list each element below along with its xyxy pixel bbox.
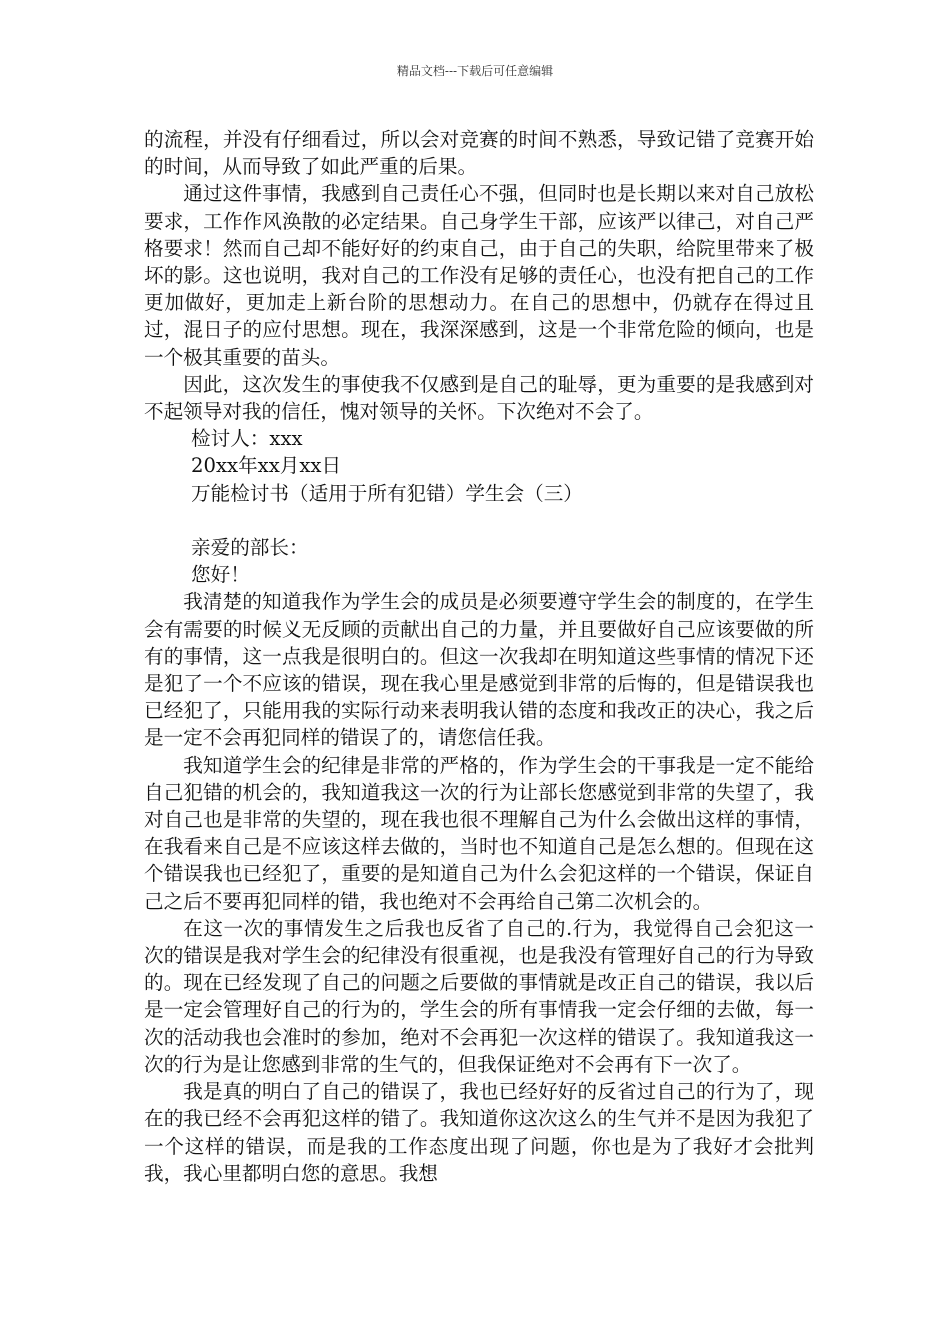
- letter-paragraph-2: 我知道学生会的纪律是非常的严格的，作为学生会的干事我是一定不能给自己犯错的机会的，我知道我这一次的行为让部长您感觉到非常的失望了，我对自己也是非常的失望的，现在我也很不理解自己为什么会做出这样的事情，在我看来自己是不应该这样去做的，当时也不知道自己是怎么想的。但现在这个错误我也已经犯了，重要的是知道自己为什么会犯这样的一个错误，保证自己之后不要再犯同样的错，我也绝对不会再给自己第二次机会的。: [144, 753, 814, 913]
- signature-date: 20xx年xx月xx日: [191, 454, 342, 478]
- document-body: [144, 126, 814, 1187]
- letter-paragraph-1: 我清楚的知道我作为学生会的成员是必须要遵守学生会的制度的，在学生会有需要的时候义无反顾的贡献出自己的力量，并且要做好自己应该要做的所有的事情，这一点我是很明白的。但这一次我却在明知道这些事情的情况下还是犯了一个不应该的错误，现在我心里是感觉到非常的后悔的，但是错误我也已经犯了，只能用我的实际行动来表明我认错的态度和我改正的决心，我之后是一定不会再犯同样的错误了的，请您信任我。: [144, 590, 814, 750]
- letter-paragraph-4: 我是真的明白了自己的错误了，我也已经好好的反省过自己的行为了，现在的我已经不会再犯这样的错了。我知道你这次这么的生气并不是因为我犯了一个这样的错误，而是我的工作态度出现了问题，你也是为了我好才会批判我，我心里都明白您的意思。我想: [144, 1080, 814, 1185]
- paragraph-reflection: 通过这件事情，我感到自己责任心不强，但同时也是长期以来对自己放松要求，工作作风涣散的必定结果。自己身学生干部，应该严以律己，对自己严格要求！然而自己却不能好好的约束自己，由于自己的失职，给院里带来了极坏的影。这也说明，我对自己的工作没有足够的责任心，也没有把自己的工作更加做好，更加走上新台阶的思想动力。在自己的思想中，仍就存在得过且过，混日子的应付思想。现在，我深深感到，这是一个非常危险的倾向，也是一个极其重要的苗头。: [144, 182, 814, 369]
- paragraph-continuation: 的流程，并没有仔细看过，所以会对竞赛的时间不熟悉，导致记错了竞赛开始的时间，从而导致了如此严重的后果。: [144, 128, 814, 179]
- reviewer-signature: 检讨人：xxx: [191, 427, 303, 451]
- letter-paragraph-3: 在这一次的事情发生之后我也反省了自己的.行为，我觉得自己会犯这一次的错误是我对学生会的纪律没有很重视，也是我没有管理好自己的行为导致的。现在已经发现了自己的问题之后要做的事情就是改正自己的错误，我以后是一定会管理好自己的行为的，学生会的所有事情我一定会仔细的去做，每一次的活动我也会准时的参加，绝对不会再犯一次这样的错误了。我知道我这一次的行为是让您感到非常的生气的，但我保证绝对不会再有下一次了。: [144, 916, 814, 1076]
- letter-greeting: 您好！: [191, 563, 250, 587]
- paragraph-conclusion: 因此，这次发生的事使我不仅感到是自己的耻辱，更为重要的是我感到对不起领导对我的信任，愧对领导的关怀。下次绝对不会了。: [144, 372, 814, 424]
- section-title: 万能检讨书（适用于所有犯错）学生会（三）: [191, 481, 583, 505]
- page-header-watermark: 精品文档---下载后可任意编辑: [396, 64, 554, 78]
- letter-salutation: 亲爱的部长：: [191, 536, 309, 560]
- blank-line: [144, 507, 814, 534]
